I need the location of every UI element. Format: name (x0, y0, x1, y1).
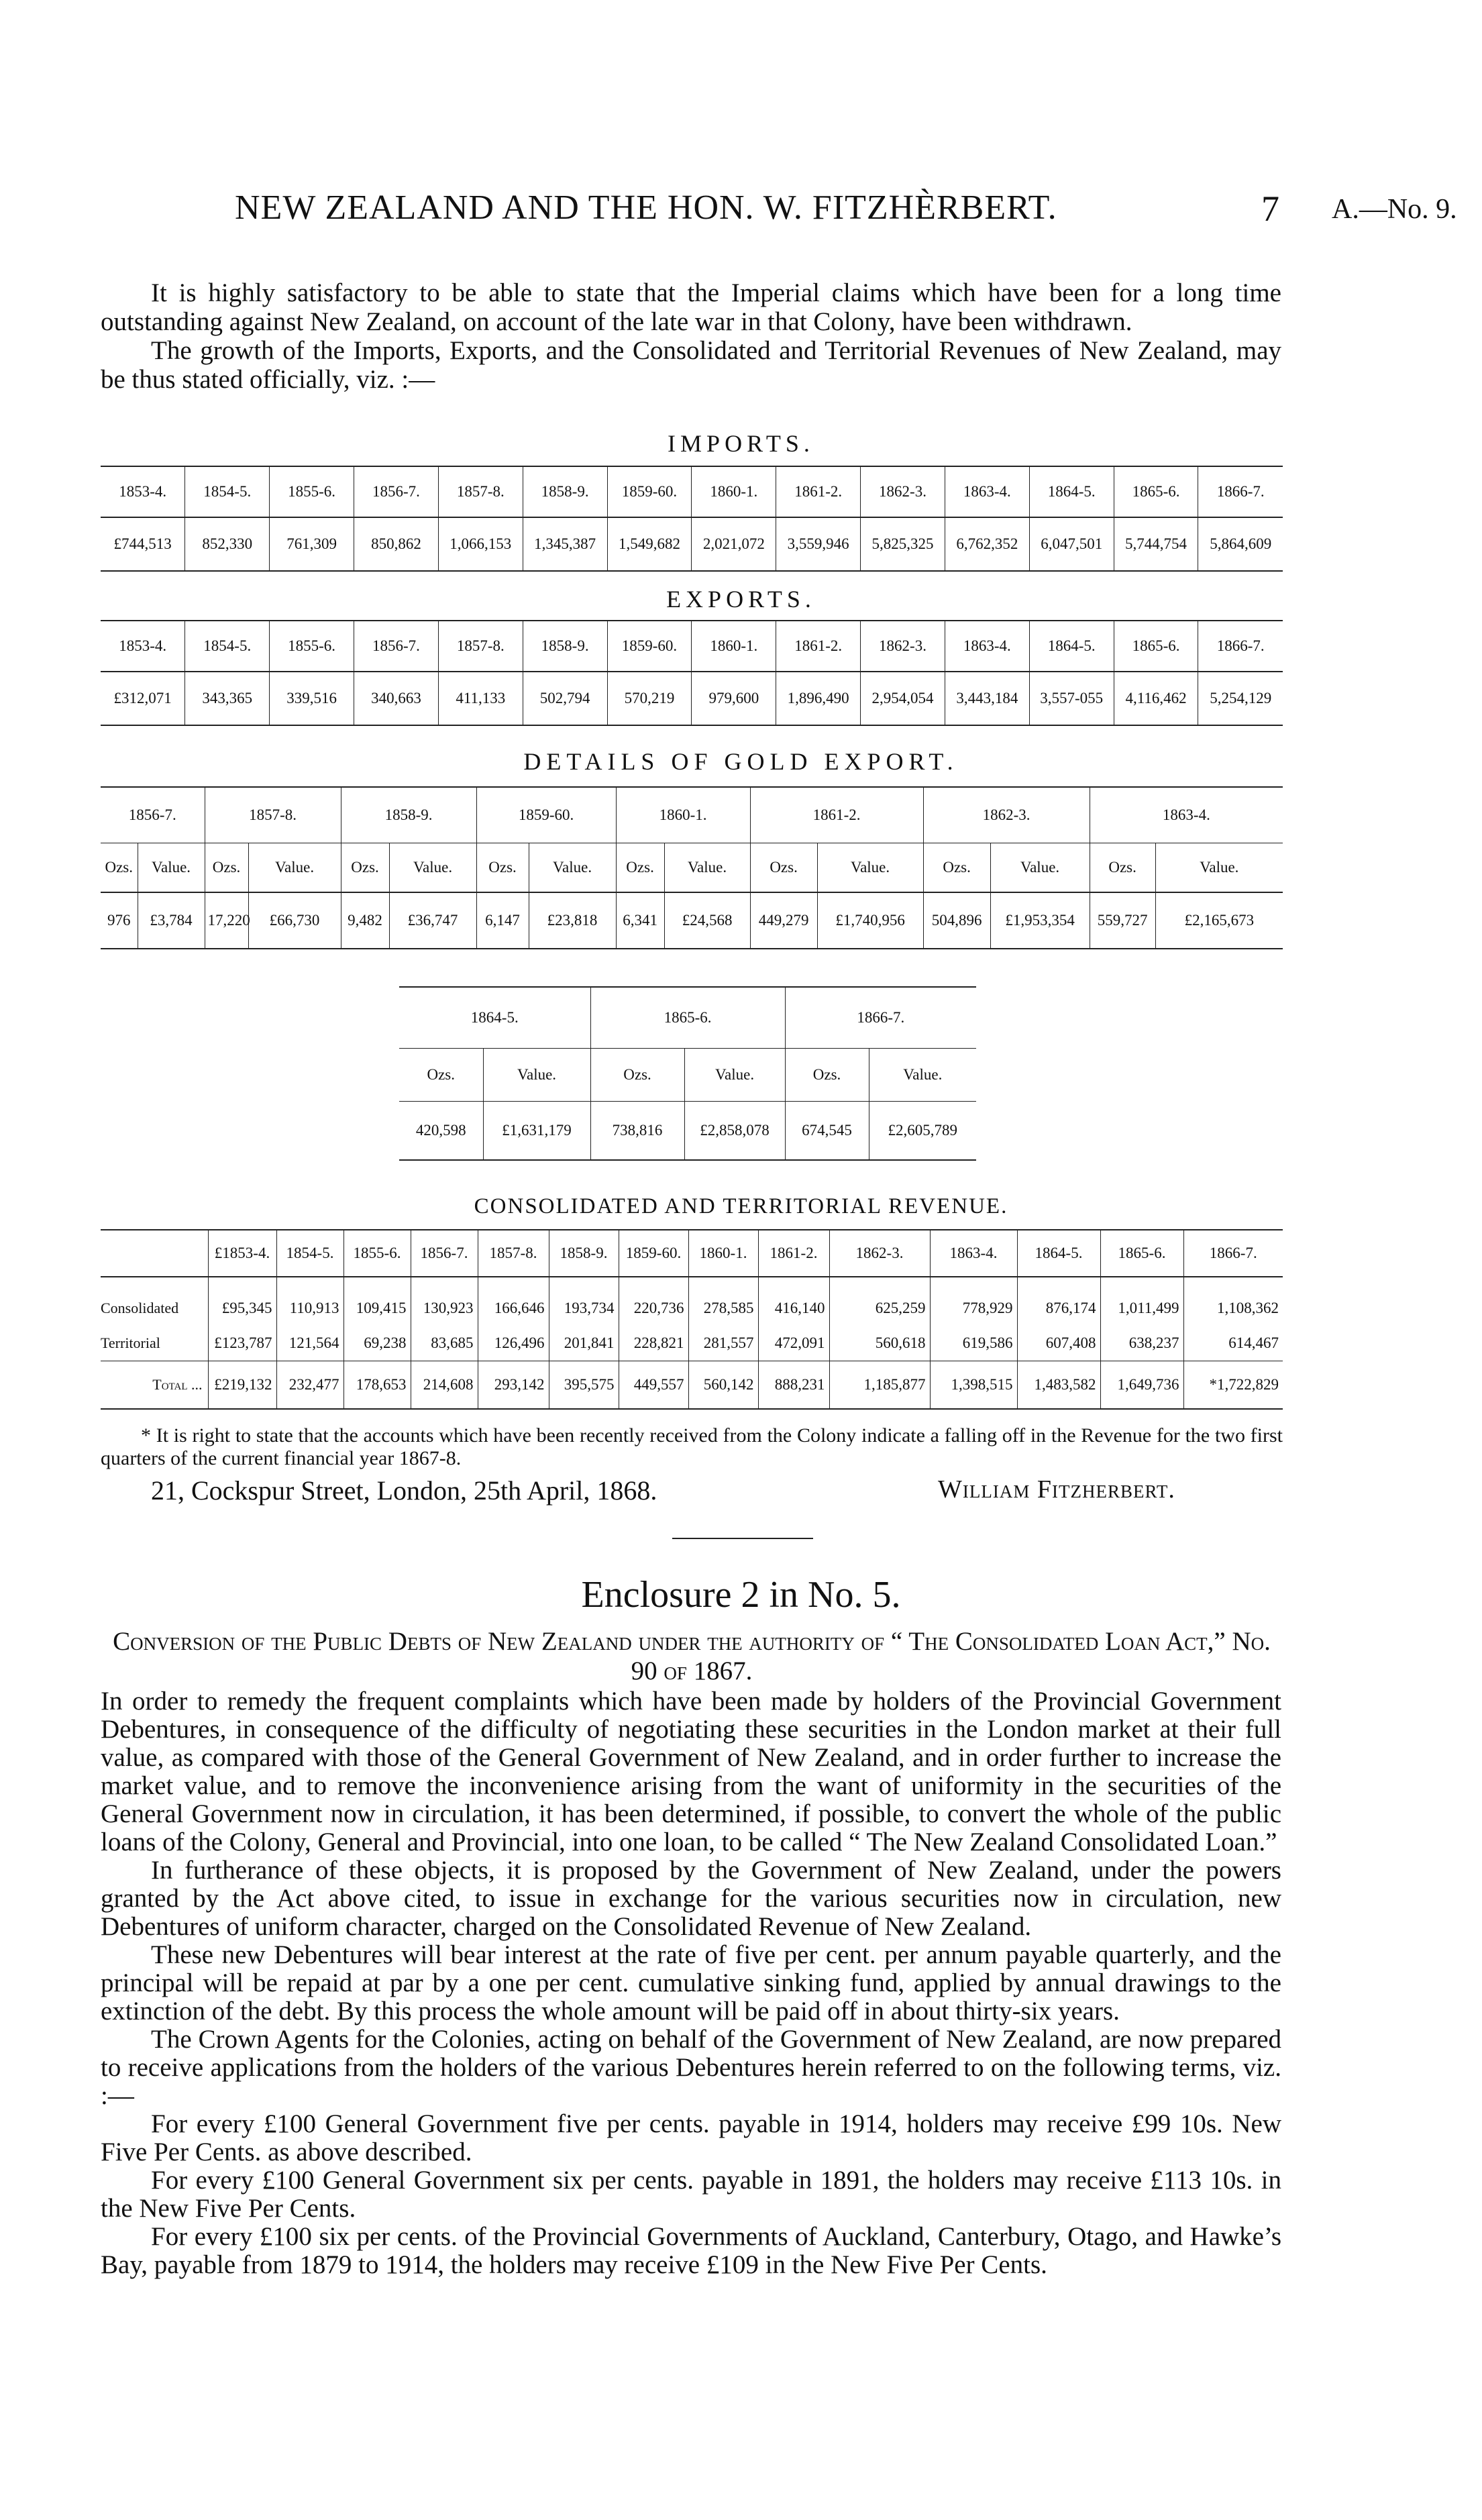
ozs-header: Ozs. (205, 843, 248, 893)
value-cell: 778,929 (930, 1291, 1017, 1326)
year-cell: 1857-8. (205, 787, 341, 843)
value-cell: 2,954,054 (861, 672, 945, 725)
year-cell: 1858-9. (523, 466, 607, 517)
year-cell: 1857-8. (438, 466, 523, 517)
value-cell: £744,513 (101, 517, 185, 571)
year-cell: 1858-9. (549, 1230, 619, 1277)
year-cell: 1859-60. (607, 466, 692, 517)
value-cell: 761,309 (270, 517, 354, 571)
value-cell: 130,923 (411, 1291, 478, 1326)
spacer-row (101, 1277, 1283, 1291)
value-cell: 2,021,072 (692, 517, 776, 571)
gold-export-table-continued (399, 986, 976, 1161)
value-cell: 5,864,609 (1198, 517, 1283, 571)
gold-export-table (101, 786, 1283, 949)
value-cell: 340,663 (354, 672, 439, 725)
value-header: Value. (990, 843, 1090, 893)
ozs-header: Ozs. (341, 843, 389, 893)
value-cell: £23,818 (529, 892, 616, 949)
value-cell: 178,653 (343, 1361, 411, 1410)
signature: William Fitzherbert. (938, 1475, 1175, 1504)
intro-paragraph: It is highly satisfactory to be able to state that the Imperial claims which have been for a long time outstanding against New Zealand, on account of the late war in that Colony, have been withdrawn. (101, 278, 1281, 336)
year-cell: 1861-2. (776, 466, 861, 517)
year-cell: 1853-4. (101, 466, 185, 517)
enclosure-paragraph: The Crown Agents for the Colonies, acting on behalf of the Government of New Zealand, are now prepared to receive applications from the holders of the various Debentures herein referred to on the following terms, viz. :— (101, 2025, 1281, 2110)
value-cell: 166,646 (478, 1291, 549, 1326)
value-cell: 1,108,362 (1183, 1291, 1283, 1326)
value-cell: 1,066,153 (438, 517, 523, 571)
enclosure-paragraph: For every £100 six per cents. of the Provincial Governments of Auckland, Canterbury, Otago, and Hawke’s Bay, payable from 1879 to 1914, the holders may receive £109 in the New Five Per Cents. (101, 2222, 1281, 2279)
value-header: Value. (138, 843, 205, 893)
imports-title: IMPORTS. (668, 430, 814, 457)
value-header: Value. (817, 843, 923, 893)
footnote: * It is right to state that the accounts which have been recently received from the Colony indicate a falling off in the Revenue for the two first quarters of the current financial year 1867-8. (101, 1424, 1283, 1469)
ozs-cell: 504,896 (923, 892, 990, 949)
year-cell: 1866-7. (1198, 466, 1283, 517)
year-cell: 1862-3. (923, 787, 1090, 843)
ozs-cell: 559,727 (1090, 892, 1155, 949)
year-cell: 1861-2. (750, 787, 923, 843)
year-cell: 1862-3. (861, 621, 945, 672)
imports-years-row (101, 466, 1283, 517)
value-cell: 293,142 (478, 1361, 549, 1410)
year-cell: 1865-6. (1114, 466, 1198, 517)
value-cell: 638,237 (1100, 1326, 1183, 1361)
value-cell: 214,608 (411, 1361, 478, 1410)
value-cell: £66,730 (248, 892, 341, 949)
value-header: Value. (1155, 843, 1283, 893)
year-cell: 1866-7. (1198, 621, 1283, 672)
value-cell: £1,740,956 (817, 892, 923, 949)
year-cell: 1856-7. (411, 1230, 478, 1277)
ozs-cell: 6,147 (476, 892, 529, 949)
ozs-header: Ozs. (785, 1049, 869, 1102)
value-cell: 3,557-055 (1029, 672, 1114, 725)
value-cell: 502,794 (523, 672, 607, 725)
value-cell: £3,784 (138, 892, 205, 949)
row-label: Total ... (101, 1361, 208, 1410)
value-cell: 5,254,129 (1198, 672, 1283, 725)
value-cell: £219,132 (208, 1361, 276, 1410)
year-cell: 1854-5. (276, 1230, 343, 1277)
value-cell: 1,896,490 (776, 672, 861, 725)
year-cell: 1860-1. (692, 466, 776, 517)
gold-values-row (101, 892, 1283, 949)
year-cell: 1860-1. (688, 1230, 758, 1277)
value-cell: 560,142 (688, 1361, 758, 1410)
revenue-table (101, 1229, 1283, 1410)
value-cell: 472,091 (758, 1326, 829, 1361)
value-header: Value. (869, 1049, 976, 1102)
value-cell: 850,862 (354, 517, 439, 571)
exports-years-row (101, 621, 1283, 672)
revenue-title: CONSOLIDATED AND TERRITORIAL REVENUE. (474, 1194, 1008, 1218)
value-header: Value. (389, 843, 476, 893)
intro-paragraph: The growth of the Imports, Exports, and the Consolidated and Territorial Revenues of New Zealand, may be thus stated officially, viz. :— (101, 336, 1281, 394)
year-cell: 1865-6. (590, 987, 785, 1049)
ozs-cell: 738,816 (590, 1102, 684, 1161)
year-cell: 1864-5. (1029, 466, 1114, 517)
year-cell: £1853-4. (208, 1230, 276, 1277)
year-cell: 1863-4. (930, 1230, 1017, 1277)
gold-values-row (399, 1102, 976, 1161)
value-cell: 339,516 (270, 672, 354, 725)
ozs-header: Ozs. (476, 843, 529, 893)
value-cell: £312,071 (101, 672, 185, 725)
year-cell: 1854-5. (185, 621, 270, 672)
value-cell: 5,825,325 (861, 517, 945, 571)
enclosure-body (101, 1687, 1281, 2279)
year-cell: 1865-6. (1114, 621, 1198, 672)
year-cell: 1854-5. (185, 466, 270, 517)
imports-values-row (101, 517, 1283, 571)
value-cell: 5,744,754 (1114, 517, 1198, 571)
value-cell: 232,477 (276, 1361, 343, 1410)
exports-table (101, 620, 1283, 726)
year-cell: 1859-60. (619, 1230, 688, 1277)
ozs-cell: 976 (101, 892, 138, 949)
year-cell: 1859-60. (476, 787, 616, 843)
year-cell: 1866-7. (1183, 1230, 1283, 1277)
value-cell: 6,762,352 (945, 517, 1029, 571)
value-cell: 607,408 (1017, 1326, 1100, 1361)
ozs-cell: 420,598 (399, 1102, 483, 1161)
value-cell: 1,345,387 (523, 517, 607, 571)
year-cell: 1861-2. (758, 1230, 829, 1277)
year-cell: 1861-2. (776, 621, 861, 672)
page-number: 7 (1261, 189, 1279, 229)
value-cell: 449,557 (619, 1361, 688, 1410)
value-header: Value. (529, 843, 616, 893)
year-cell: 1857-8. (478, 1230, 549, 1277)
value-cell: 411,133 (438, 672, 523, 725)
year-cell: 1856-7. (354, 621, 439, 672)
enclosure-paragraph: For every £100 General Government five per cents. payable in 1914, holders may receive £99 10s. New Five Per Cents. as above described. (101, 2109, 1281, 2166)
value-cell: 888,231 (758, 1361, 829, 1410)
exports-values-row (101, 672, 1283, 725)
year-cell: 1863-4. (945, 621, 1029, 672)
value-cell: 201,841 (549, 1326, 619, 1361)
value-cell: 343,365 (185, 672, 270, 725)
ozs-header: Ozs. (616, 843, 664, 893)
value-cell: 6,047,501 (1029, 517, 1114, 571)
value-cell: 3,559,946 (776, 517, 861, 571)
year-cell: 1864-5. (399, 987, 590, 1049)
value-cell: 220,736 (619, 1291, 688, 1326)
value-cell: £2,165,673 (1155, 892, 1283, 949)
exports-title: EXPORTS. (666, 586, 816, 613)
ozs-cell: 9,482 (341, 892, 389, 949)
value-cell: 193,734 (549, 1291, 619, 1326)
value-cell: 852,330 (185, 517, 270, 571)
year-cell: 1853-4. (101, 621, 185, 672)
intro-text (101, 278, 1281, 394)
year-cell: 1862-3. (861, 466, 945, 517)
gold-subheader-row (399, 1049, 976, 1102)
ozs-cell: 674,545 (785, 1102, 869, 1161)
ozs-cell: 17,220 (205, 892, 248, 949)
section-divider (672, 1538, 813, 1539)
year-cell: 1864-5. (1029, 621, 1114, 672)
gold-years-row (399, 987, 976, 1049)
value-cell: 3,443,184 (945, 672, 1029, 725)
year-cell: 1855-6. (343, 1230, 411, 1277)
value-cell: £1,631,179 (483, 1102, 590, 1161)
gold-subheader-row (101, 843, 1283, 893)
value-cell: 1,549,682 (607, 517, 692, 571)
enclosure-subtitle: Conversion of the Public Debts of New Zealand under the authority of “ The Consolidated Loan Act,” No. 90 of 1867. (113, 1627, 1271, 1685)
year-cell: 1864-5. (1017, 1230, 1100, 1277)
year-cell: 1855-6. (270, 621, 354, 672)
ozs-header: Ozs. (750, 843, 817, 893)
territorial-row (101, 1326, 1283, 1361)
row-label: Consolidated (101, 1300, 179, 1316)
year-cell: 1862-3. (829, 1230, 930, 1277)
value-cell: £95,345 (208, 1291, 276, 1326)
value-cell: 876,174 (1017, 1291, 1100, 1326)
ozs-header: Ozs. (399, 1049, 483, 1102)
value-cell: 121,564 (276, 1326, 343, 1361)
value-cell: £123,787 (208, 1326, 276, 1361)
year-cell: 1860-1. (616, 787, 750, 843)
value-cell: 1,483,582 (1017, 1361, 1100, 1410)
value-cell: *1,722,829 (1183, 1361, 1283, 1410)
year-cell: 1863-4. (945, 466, 1029, 517)
value-cell: 281,557 (688, 1326, 758, 1361)
corner-cell (101, 1230, 208, 1277)
row-label: Territorial (101, 1334, 160, 1351)
consolidated-row (101, 1291, 1283, 1326)
imports-table (101, 466, 1283, 572)
value-cell: 1,011,499 (1100, 1291, 1183, 1326)
value-cell: 110,913 (276, 1291, 343, 1326)
enclosure-title: Enclosure 2 in No. 5. (581, 1574, 901, 1616)
value-cell: 979,600 (692, 672, 776, 725)
value-cell: 395,575 (549, 1361, 619, 1410)
year-cell: 1856-7. (101, 787, 205, 843)
value-cell: 560,618 (829, 1326, 930, 1361)
enclosure-paragraph: In order to remedy the frequent complaints which have been made by holders of the Provincial Government Debentures, in consequence of the difficulty of negotiating these securities in the London market at their full value, as compared with those of the General Government of New Zealand, and in order further to increase the market value, and to remove the inconvenience arising from the want of uniformity in the securities of the General Government now in circulation, it has been determined, if possible, to convert the whole of the public loans of the Colony, General and Provincial, into one loan, to be called “ The New Zealand Consolidated Loan.” (101, 1687, 1281, 1856)
gold-export-title: DETAILS OF GOLD EXPORT. (523, 748, 959, 775)
value-cell: £2,858,078 (684, 1102, 785, 1161)
value-header: Value. (684, 1049, 785, 1102)
value-cell: 625,259 (829, 1291, 930, 1326)
year-cell: 1855-6. (270, 466, 354, 517)
value-cell: 1,398,515 (930, 1361, 1017, 1410)
value-cell: 69,238 (343, 1326, 411, 1361)
enclosure-paragraph: For every £100 General Government six per cents. payable in 1891, the holders may receive £113 10s. in the New Five Per Cents. (101, 2166, 1281, 2223)
value-cell: 619,586 (930, 1326, 1017, 1361)
value-cell: 109,415 (343, 1291, 411, 1326)
value-cell: 4,116,462 (1114, 672, 1198, 725)
value-header: Value. (483, 1049, 590, 1102)
total-row (101, 1361, 1283, 1410)
ozs-cell: 6,341 (616, 892, 664, 949)
value-cell: 416,140 (758, 1291, 829, 1326)
value-cell: 278,585 (688, 1291, 758, 1326)
value-header: Value. (248, 843, 341, 893)
value-cell: £2,605,789 (869, 1102, 976, 1161)
year-cell: 1866-7. (785, 987, 976, 1049)
ozs-header: Ozs. (101, 843, 138, 893)
enclosure-paragraph: In furtherance of these objects, it is proposed by the Government of New Zealand, under the powers granted by the Act above cited, to issue in exchange for the various securities now in circulation, new Debentures of uniform character, charged on the Consolidated Revenue of New Zealand. (101, 1856, 1281, 1941)
value-cell: 83,685 (411, 1326, 478, 1361)
year-cell: 1858-9. (341, 787, 476, 843)
year-cell: 1860-1. (692, 621, 776, 672)
value-cell: 126,496 (478, 1326, 549, 1361)
ozs-header: Ozs. (590, 1049, 684, 1102)
value-header: Value. (664, 843, 750, 893)
address-line: 21, Cockspur Street, London, 25th April, 1868. (151, 1475, 657, 1506)
value-cell: 614,467 (1183, 1326, 1283, 1361)
year-cell: 1856-7. (354, 466, 439, 517)
year-cell: 1857-8. (438, 621, 523, 672)
value-cell: £36,747 (389, 892, 476, 949)
revenue-years-row (101, 1230, 1283, 1277)
document-reference: A.—No. 9. (1332, 194, 1457, 225)
value-cell: £1,953,354 (990, 892, 1090, 949)
year-cell: 1865-6. (1100, 1230, 1183, 1277)
ozs-cell: 449,279 (750, 892, 817, 949)
year-cell: 1859-60. (607, 621, 692, 672)
page-header-title: NEW ZEALAND AND THE HON. W. FITZHÈRBERT. (235, 189, 1057, 227)
year-cell: 1863-4. (1090, 787, 1283, 843)
value-cell: 570,219 (607, 672, 692, 725)
value-cell: 1,649,736 (1100, 1361, 1183, 1410)
ozs-header: Ozs. (1090, 843, 1155, 893)
value-cell: 228,821 (619, 1326, 688, 1361)
value-cell: £24,568 (664, 892, 750, 949)
year-cell: 1858-9. (523, 621, 607, 672)
enclosure-paragraph: These new Debentures will bear interest at the rate of five per cent. per annum payable quarterly, and the principal will be repaid at par by a one per cent. cumulative sinking fund, applied by annual drawings to the extinction of the debt. By this process the whole amount will be paid off in about thirty-six years. (101, 1940, 1281, 2026)
ozs-header: Ozs. (923, 843, 990, 893)
value-cell: 1,185,877 (829, 1361, 930, 1410)
gold-years-row (101, 787, 1283, 843)
